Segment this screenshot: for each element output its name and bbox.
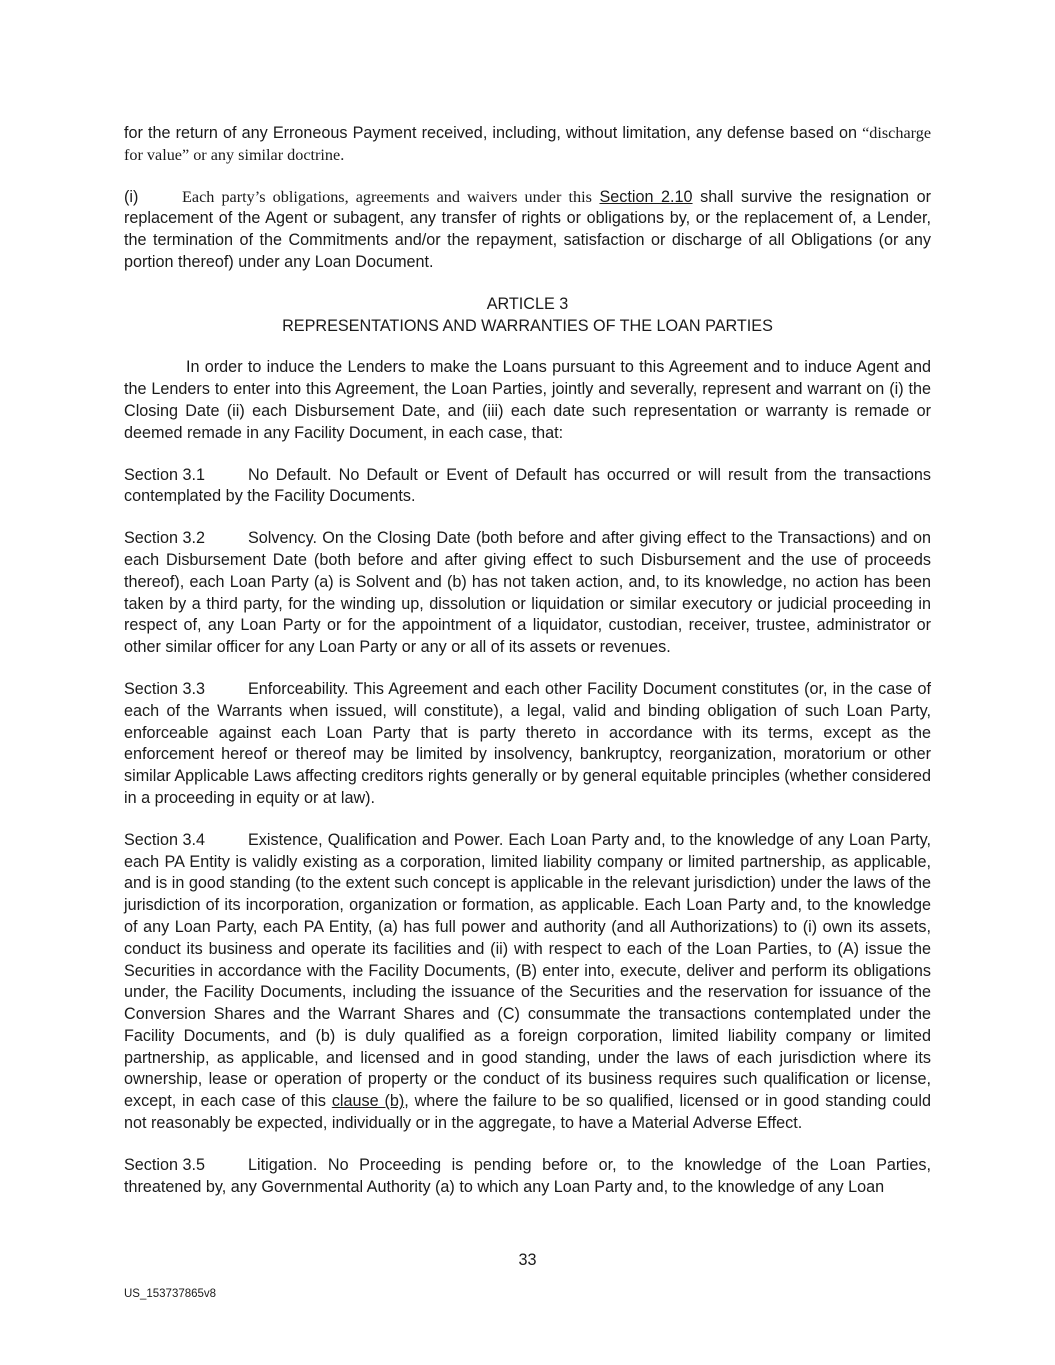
section-text: . No Proceeding is pending before or, to the knowledge of the Loan Parties, threatened by, any Governmental Authority (a) to which any Loan Party and, to the knowledge of any Loan <box>124 1155 931 1196</box>
paragraph-i-text: shall survive the resignation or replacement of the Agent or subagent, any transfer of rights or obligations by, or the replacement of, a Lender, the termination of the Commitments and/or the repayment, satisfaction or discharge of all Obligations (or any portion thereof) under any Loan Document. <box>124 187 932 271</box>
paragraph-i-serif-text: Each party’s obligations, agreements and waivers under this <box>182 187 592 206</box>
paragraph-i <box>124 187 931 274</box>
section-3-5 <box>124 1155 931 1199</box>
document-id: US_153737865v8 <box>124 1288 217 1300</box>
page-number: 33 <box>518 1251 537 1269</box>
section-2-10-reference[interactable]: Section 2.10 <box>599 187 693 206</box>
section-title: Solvency <box>248 529 313 548</box>
section-title: Existence, Qualification and Power <box>248 830 499 849</box>
paragraph-i-label: (i) <box>124 187 139 206</box>
article-heading <box>124 294 931 338</box>
section-number: Section 3.3 <box>124 679 205 698</box>
article-intro: In order to induce the Lenders to make the Loans pursuant to this Agreement and to induce Agent and the Lenders to enter into this Agreement, the Loan Parties, jointly and severally, represent and warrant on (i) the Closing Date (ii) each Disbursement Date, and (iii) each date such representation or warranty is remade or deemed remade in any Facility Document, in each case, that: <box>124 358 931 442</box>
section-number: Section 3.2 <box>124 529 205 548</box>
section-title: Litigation <box>248 1155 313 1174</box>
section-number: Section 3.5 <box>124 1155 205 1174</box>
section-3-3 <box>124 679 931 810</box>
section-number: Section 3.4 <box>124 830 205 849</box>
section-text: . This Agreement and each other Facility Document constitutes (or, in the case of each of the Warrants when issued, will constitute), a legal, valid and binding obligation of such Loan Party, enforceable against each Loan Party that is party thereto in accordance with its terms, except as the enforcement hereof or thereof may be limited by insolvency, bankruptcy, reorganization, moratorium or other similar Applicable Laws affecting creditors rights generally or by general equitable principles (whether considered in a proceeding in equity or at law). <box>124 679 931 807</box>
document-body <box>124 123 931 1218</box>
section-title: Enforceability <box>248 679 344 698</box>
section-text-after: , where the failure to be so qualified, licensed or in good standing could not reasonably be expected, individually or in the aggregate, to have a Material Adverse Effect. <box>124 1092 931 1133</box>
section-text: . On the Closing Date (both before and after giving effect to the Transactions) and on each Disbursement Date (both before and after giving effect to such Disbursement and the use of proceeds thereof), each Loan Party (a) is Solvent and (b) has not taken action, and, to its knowledge, no action has been taken by a third party, for the winding up, dissolution or liquidation or similar executory or judicial proceeding in respect of, any Loan Party or for the appointment of a liquidator, custodian, receiver, trustee, administrator or other similar officer for any Loan Party or any or all of its assets or revenues. <box>124 529 931 657</box>
article-number: ARTICLE 3 <box>486 294 569 313</box>
section-3-4 <box>124 830 931 1135</box>
section-text: . No Default or Event of Default has occurred or will result from the transactions contemplated by the Facility Documents. <box>124 465 931 506</box>
paragraph-continuation-serif-text: “discharge for value” or any similar doctrine. <box>124 124 932 164</box>
article-title: REPRESENTATIONS AND WARRANTIES OF THE LOAN PARTIES <box>282 316 773 335</box>
paragraph-continuation <box>124 123 931 167</box>
section-text: . Each Loan Party and, to the knowledge of any Loan Party, each PA Entity is validly existing as a corporation, limited liability company or limited partnership, as applicable, and is in good standing (to the extent such concept is applicable in the relevant jurisdiction) under the laws of the jurisdiction of its incorporation, organization or formation, as applicable. Each Loan Party and, to the knowledge of any Loan Party, each PA Entity, (a) has full power and authority (and all Authorizations) to (i) own its assets, conduct its business and operate its facilities and (ii) with respect to each of the Loan Parties, to (A) issue the Securities in accordance with the Facility Documents, (B) enter into, execute, deliver and perform its obligations under, the Facility Documents, including the issuance of the Securities and the reservation for issuance of the Conversion Shares and the Warrant Shares and (C) consummate the transactions contemplated under the Facility Documents, and (b) is duly qualified as a foreign corporation, limited liability company or limited partnership, as applicable, and licensed and in good standing, under the laws of each jurisdiction where its ownership, lease or operation of property or the conduct of its business requires such qualification or license, except, in each case of this <box>124 830 932 1111</box>
section-3-1 <box>124 465 931 509</box>
clause-b-reference[interactable]: clause (b) <box>331 1092 405 1111</box>
section-3-2 <box>124 528 931 659</box>
paragraph-continuation-text: for the return of any Erroneous Payment received, including, without limitation, any defense based on <box>124 124 857 142</box>
section-title: No Default <box>248 465 328 484</box>
section-number: Section 3.1 <box>124 465 205 484</box>
